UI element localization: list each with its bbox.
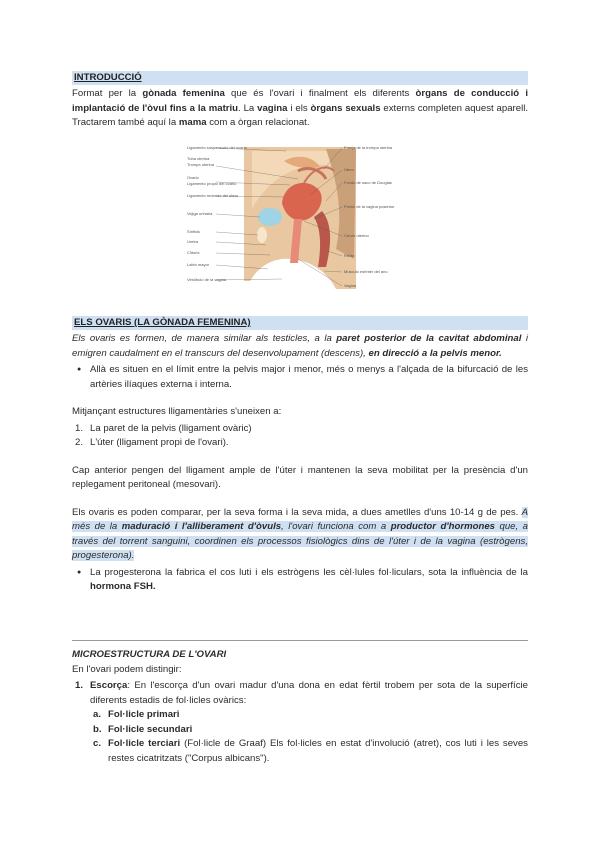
follicle-title: Fol·licle primari [108, 709, 180, 720]
micro-intro: En l'ovari podem distingir: [72, 663, 182, 675]
list-text: La paret de la pelvis (lligament ovàric) [90, 422, 252, 434]
ovaris-paragraph-1 [72, 332, 528, 361]
section-divider [72, 640, 528, 641]
label-ovario: Ovario [187, 175, 199, 180]
text-run: , l'ovari funciona com a [281, 521, 391, 532]
label-tuba-uterina: Tuba uterina [187, 156, 210, 161]
anatomy-figure [186, 139, 414, 298]
ovaris-paragraph-3: Cap anterior pengen del lligament ample de l'úter i mantenen la seva mobilitat per la presència d'un replegament peritoneal (mesovari). [72, 464, 528, 490]
ovaris-bullets-1 [72, 363, 528, 392]
label-lig-propio: Ligamento propio del ovario [187, 181, 237, 186]
term-mama: mama [178, 117, 207, 128]
term-maduracio: maduració i l'alliberament d'òvuls [121, 521, 282, 532]
follicle-list [90, 708, 528, 766]
term-organs-sexuals: òrgans sexuals [310, 102, 381, 114]
pelvis-section-illustration [186, 139, 414, 298]
list-letter: b. [93, 723, 102, 735]
bullet-item: ● Allà es situen en el límit entre la pelvis major i menor, més o menys a l'alçada de la bifurcació de les artèries ilíaques externa i interna. [72, 363, 528, 392]
term-escorca: Escorça [90, 680, 128, 691]
list-number: 2. [75, 437, 84, 448]
ovaris-heading: ELS OVARIS (LA GÒNADA FEMENINA) [72, 316, 528, 330]
label-lig-suspensorio: Ligamento suspensorio del ovario [187, 145, 247, 150]
follicle-item [90, 708, 528, 723]
micro-section [72, 648, 528, 766]
follicle-title: Fol·licle terciari [108, 738, 181, 749]
label-clitoris: Clítoris [187, 250, 200, 255]
term-paret-posterior: paret posterior de la cavitat abdominal [336, 333, 522, 344]
term-organs-conduccio: òrgans de conducció i implantació de l'òvul fins a la matriu [72, 88, 528, 114]
label-sinfisis: Sínfisis [187, 229, 200, 234]
ovaris-paragraph-4 [72, 506, 528, 564]
ligament-list [72, 422, 528, 451]
text-run: Format per la [72, 88, 143, 99]
list-letter: c. [93, 738, 102, 749]
ovaris-paragraph-2: Mitjançant estructures lligamentàries s'uneixen a: [72, 406, 282, 417]
term-productor-hormones: productor d'hormones [390, 521, 496, 532]
label-douglas: Fondo de saco de Douglas [344, 180, 392, 185]
bullet-item [72, 566, 528, 595]
label-fornix: Fórnix de la vagina posterior [344, 204, 395, 209]
list-number: 1. [75, 422, 84, 434]
label-uretra: Uretra [187, 239, 199, 244]
micro-heading: MICROESTRUCTURA DE L'OVARI [72, 649, 227, 660]
label-trompa-uterina: Trompa uterina [187, 162, 214, 167]
text-run: que, a través del torrent sanguini, coordinen els processos fisiològics dins de l'úter i de la vagina (estrògens, progesterona). [72, 521, 529, 561]
list-item [72, 422, 528, 437]
intro-heading: INTRODUCCIÓ [72, 71, 528, 85]
text-run: Els ovaris es formen, de manera similar als testicles, a la [72, 333, 337, 344]
label-esfinter-ano: Músculo esfínter del ano [344, 269, 388, 274]
label-cervix: Cérvix uterino [344, 233, 369, 238]
text-run: i emigren caudalment en el transcurs del desenvolupament (descens), [72, 333, 528, 359]
list-number: 1. [75, 680, 84, 691]
term-gonada-femenina: gònada femenina [142, 88, 225, 99]
micro-list [72, 679, 528, 708]
label-franja-trompa: Franja de la trompa uterina [344, 145, 393, 150]
term-vagina: vagina [257, 102, 288, 114]
label-vejiga: Vejiga urinaria [187, 211, 213, 216]
follicle-text: (Fol·licle de Graaf) Els fol·licles en estat d'involució (atret), cos luti i les seves restes cicatritzats ("Corpus albicans"). [108, 738, 528, 764]
list-text: L'úter (lligament propi de l'ovari). [90, 437, 229, 448]
list-letter: a. [93, 709, 102, 720]
label-lig-redondo: Ligamento redondo del útero [187, 193, 239, 198]
label-labio-mayor: Labio mayor [187, 262, 210, 267]
text-run: externs completen aquest aparell. Tractarem també aquí la [72, 102, 528, 128]
text-run: A més de la [72, 506, 528, 532]
follicle-item [90, 723, 528, 738]
text-run: . La [238, 102, 258, 114]
text-run: com a òrgan relacionat. [206, 117, 310, 128]
label-recto: Recto [344, 253, 355, 258]
ovaris-bullets-2 [72, 566, 528, 595]
text-run: Els ovaris es poden comparar, per la seva forma i la seva mida, a dues ametlles d'uns 10-14 g de pes. [72, 506, 522, 518]
ovaris-section [72, 316, 528, 595]
list-text: : En l'escorça d'un ovari madur d'una dona en edat fèrtil trobem per sota de la superfície diferents estadis de fol·licles ovàrics: [90, 680, 528, 706]
term-pelvis-menor: en direcció a la pelvis menor. [368, 347, 502, 359]
term-hormona-fsh: hormona FSH. [90, 581, 156, 592]
text-run: La progesterona la fabrica el cos luti i els estrògens les cèl·lules fol·liculars, sota la influència de la [90, 566, 528, 578]
intro-paragraph [72, 87, 528, 131]
list-item [72, 679, 528, 708]
intro-section [72, 71, 528, 131]
text-run: que és l'ovari i finalment els diferents [224, 88, 416, 99]
follicle-item [90, 737, 528, 766]
label-vagina: Vagina [344, 283, 357, 288]
label-utero: Útero [344, 167, 354, 172]
label-vestibulo: Vestíbulo de la vagina [187, 277, 227, 282]
list-item [72, 436, 528, 451]
follicle-title: Fol·licle secundari [108, 723, 193, 735]
text-run: i els [287, 102, 311, 114]
